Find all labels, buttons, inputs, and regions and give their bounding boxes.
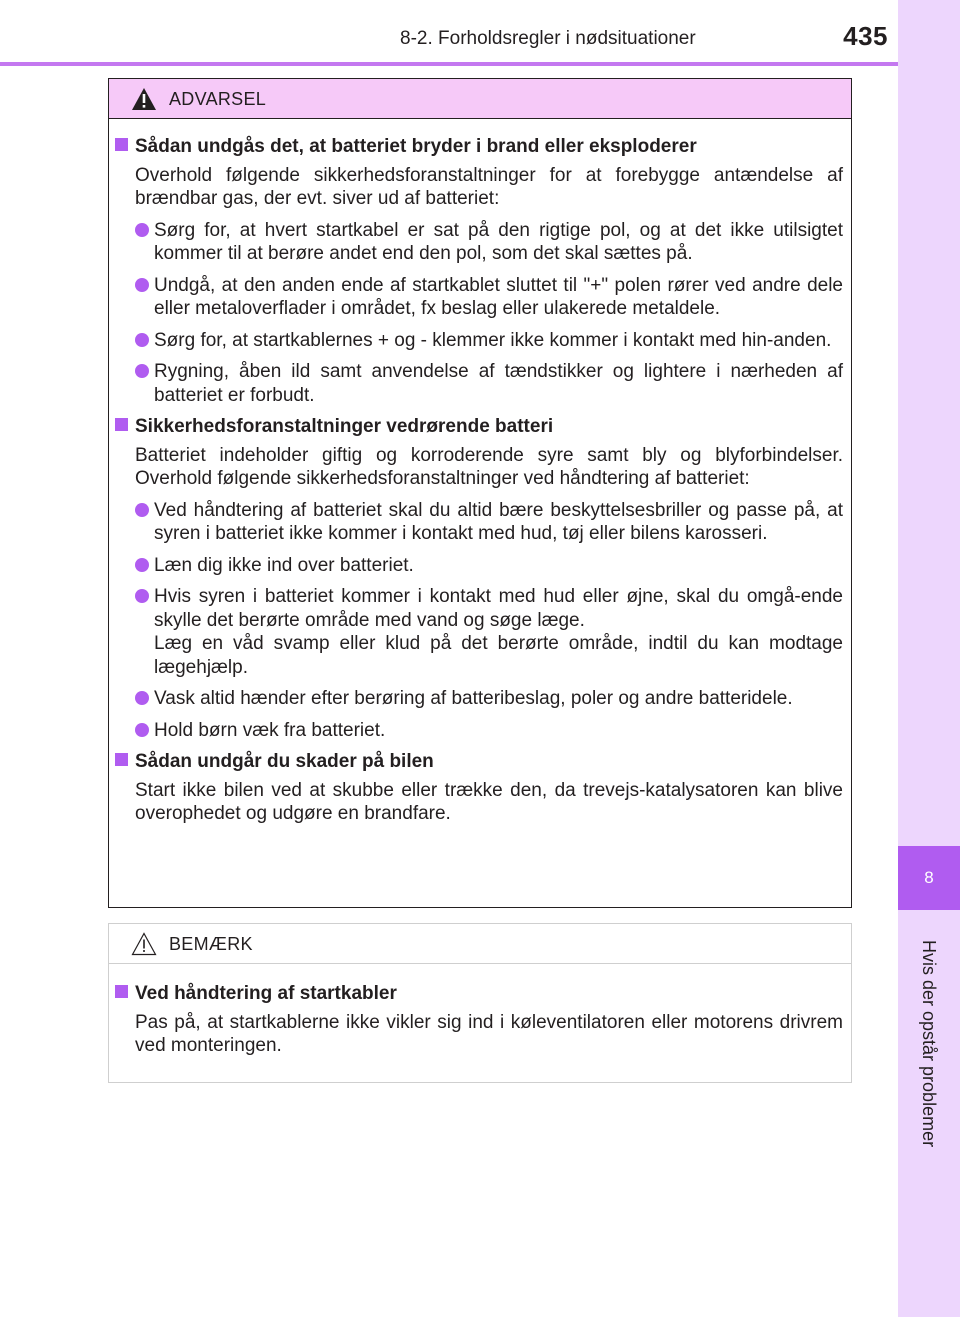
circle-bullet-icon [135,558,149,572]
circle-bullet-icon [135,333,149,347]
warning-triangle-icon [131,87,157,111]
circle-bullet-icon [135,589,149,603]
notice-body [109,964,851,1058]
circle-bullet-icon [135,503,149,517]
notice-box [108,923,852,1083]
list-item [115,499,843,546]
section-heading-text: Sikkerhedsforanstaltninger vedrørende batteri [135,416,554,437]
square-bullet-icon [115,753,128,766]
square-bullet-icon [115,138,128,151]
circle-bullet-icon [135,691,149,705]
list-item-text: Rygning, åben ild samt anvendelse af tændstikker og lightere i nærheden af batteriet er forbudt. [154,361,843,406]
list-item [115,585,843,679]
circle-bullet-icon [135,223,149,237]
circle-bullet-icon [135,364,149,378]
warning-box-header [109,79,851,119]
list-item-text-extra: Læg en våd svamp eller klud på det berørte område, indtil du kan modtage lægehjælp. [154,633,843,678]
warning-body [109,119,851,826]
section-text: Overhold følgende sikkerhedsforanstaltninger for at forebygge antændelse af brændbar gas, der evt. siver ud af batteriet: [135,164,843,209]
page-number: 435 [843,21,888,51]
header-divider [0,62,898,66]
list-item [115,554,843,578]
circle-bullet-icon [135,723,149,737]
section-heading [115,982,843,1006]
list-item [115,219,843,266]
notice-box-header [109,924,851,964]
list-item-text: Sørg for, at hvert startkabel er sat på den rigtige pol, og at det ikke utilsigtet kommer til at berøre andet end den pol, som det skal sættes på. [154,219,843,264]
list-item [115,274,843,321]
square-bullet-icon [115,418,128,431]
section-heading-text: Sådan undgås det, at batteriet bryder i brand eller eksploderer [135,136,697,157]
list-item-text: Hvis syren i batteriet kommer i kontakt med hud eller øjne, skal du omgå-ende skylle det berørte område med vand og søge læge. [154,586,843,631]
list-item [115,719,843,743]
warning-title: ADVARSEL [169,89,267,109]
list-item-text: Sørg for, at startkablernes + og - klemmer ikke kommer i kontakt med hin-anden. [154,329,832,351]
list-item-text: Hold børn væk fra batteriet. [154,719,386,741]
section-heading [115,750,843,774]
chapter-title: Hvis der opstår problemer [919,940,939,1148]
section-text: Pas på, at startkablerne ikke vikler sig ind i køleventilatoren eller motorens drivrem ved monteringen. [135,1011,843,1056]
circle-bullet-icon [135,278,149,292]
square-bullet-icon [115,985,128,998]
chapter-number: 8 [924,868,934,887]
list-item [115,329,843,353]
section-heading [115,415,843,439]
section-heading-text: Ved håndtering af startkabler [135,983,397,1004]
section-heading [115,135,843,159]
section-text: Start ikke bilen ved at skubbe eller trække den, da trevejs-katalysatoren kan blive overophedet og udgøre en brandfare. [135,779,843,824]
list-item [115,687,843,711]
section-text: Batteriet indeholder giftig og korroderende syre samt bly og blyforbindelser. Overhold følgende sikkerhedsforanstaltninger ved håndtering af batteriet: [135,444,843,489]
section-heading-text: Sådan undgår du skader på bilen [135,751,434,772]
list-item-text: Læn dig ikke ind over batteriet. [154,554,414,576]
caution-triangle-icon [131,932,157,956]
chapter-side-tab [898,0,960,1317]
list-item [115,360,843,407]
list-item-text: Ved håndtering af batteriet skal du altid bære beskyttelsesbriller og passe på, at syren i batteriet ikke kommer i kontakt med hud, tøj eller bilens karosseri. [154,499,843,544]
section-title: 8-2. Forholdsregler i nødsituationer [400,28,696,49]
notice-title: BEMÆRK [169,934,253,954]
warning-box [108,78,852,908]
list-item-text: Undgå, at den anden ende af startkablet sluttet til "+" polen rører ved andre dele eller metaloverflader i området, fx beslag eller ulakerede metaldele. [154,274,843,319]
list-item-text: Vask altid hænder efter berøring af batteribeslag, poler og andre batteridele. [154,688,793,709]
